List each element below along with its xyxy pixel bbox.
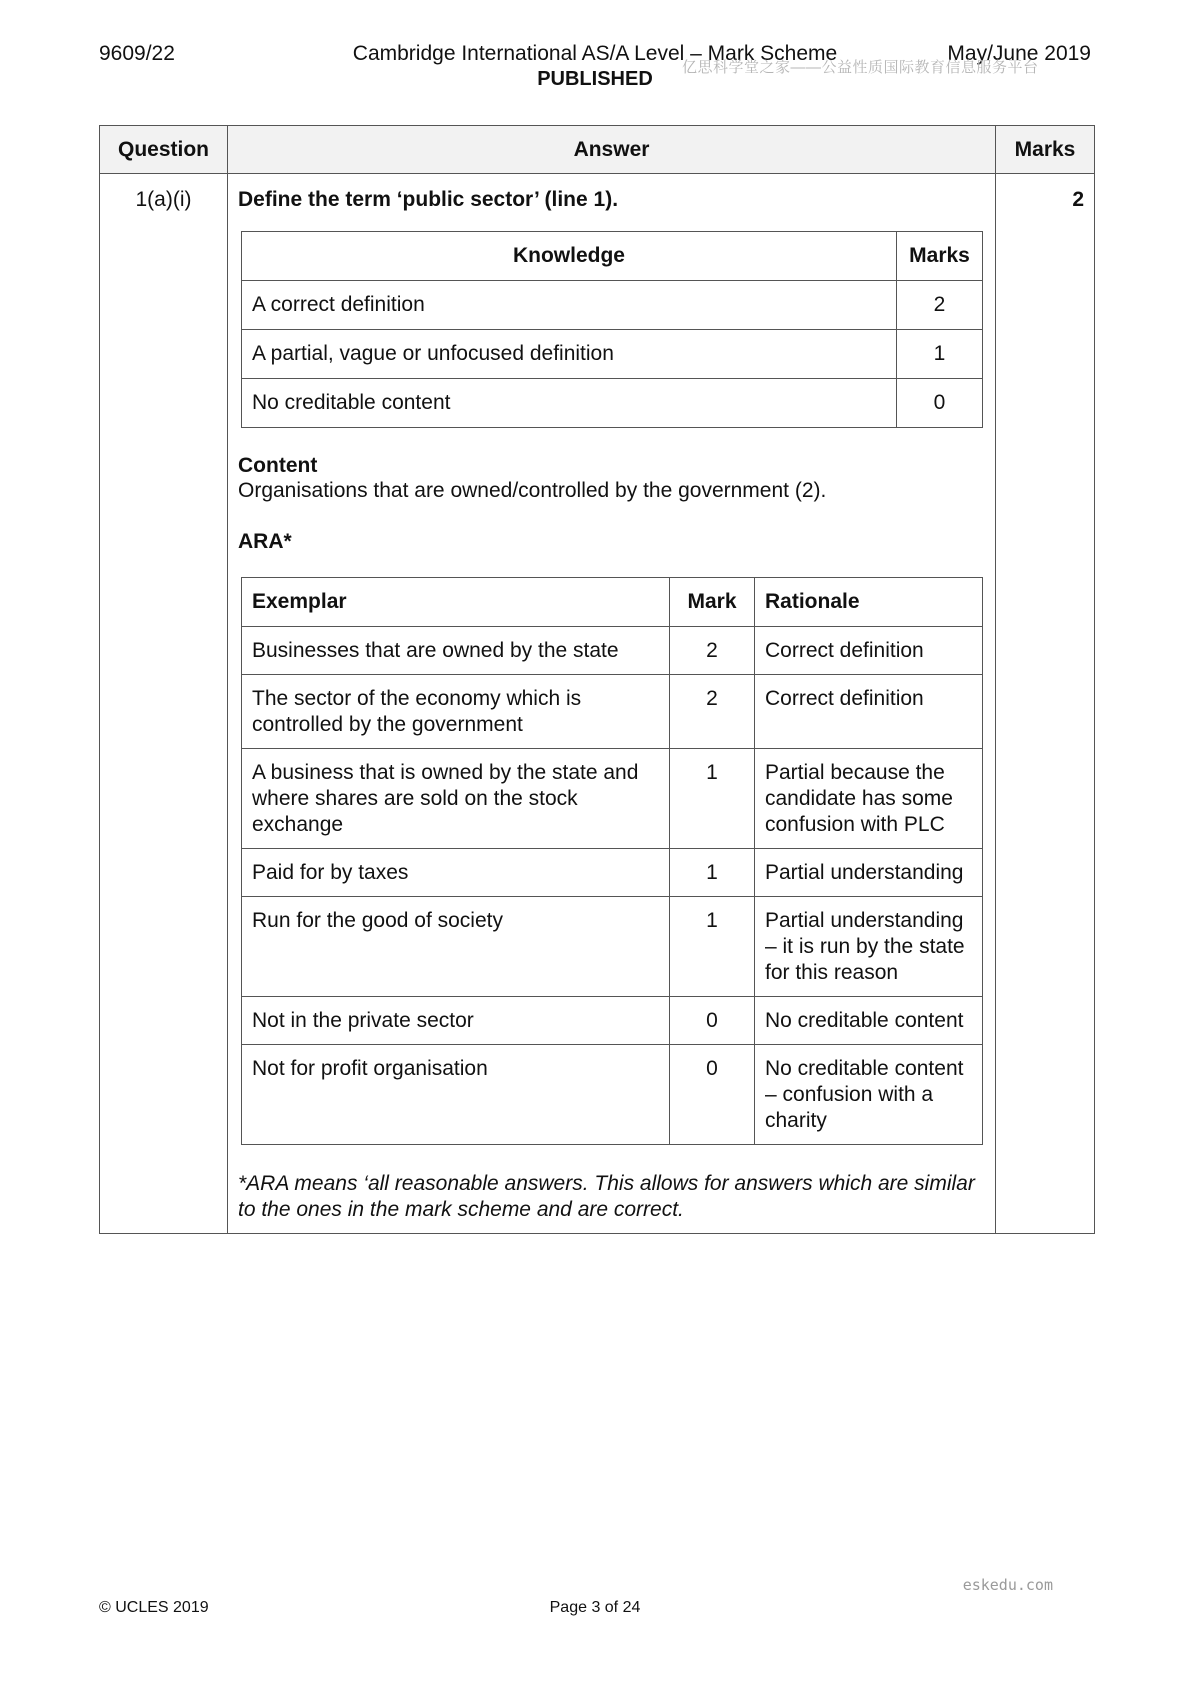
document-title: Cambridge International AS/A Level – Mark Scheme (352, 42, 838, 65)
exemplar-rationale: No creditable content – confusion with a charity (755, 1045, 983, 1145)
exemplar-answer: Businesses that are owned by the state (242, 627, 670, 675)
mark-header: Mark (670, 578, 755, 627)
table-row (242, 897, 983, 997)
question-number: 1(a)(i) (100, 174, 228, 1234)
exemplar-rationale: Correct definition (755, 627, 983, 675)
exemplar-mark: 1 (670, 897, 755, 997)
knowledge-descriptor: A correct definition (242, 281, 897, 330)
marks-column-header: Marks (996, 126, 1095, 174)
table-row (242, 997, 983, 1045)
knowledge-mark: 2 (897, 281, 983, 330)
exemplar-mark: 0 (670, 1045, 755, 1145)
ara-heading: ARA* (238, 530, 292, 553)
question-row (100, 174, 1095, 1234)
ara-footnote: *ARA means ‘all reasonable answers. This allows for answers which are similar to the ones in the mark scheme and are correct. (238, 1172, 975, 1221)
exemplar-rationale: Partial understanding (755, 849, 983, 897)
table-row (242, 379, 983, 428)
exemplar-answer: A business that is owned by the state and where shares are sold on the stock exchange (242, 749, 670, 849)
table-row (242, 1045, 983, 1145)
exemplar-answer: Paid for by taxes (242, 849, 670, 897)
table-row (242, 281, 983, 330)
exemplar-header: Exemplar (242, 578, 670, 627)
page-number: Page 3 of 24 (549, 1599, 641, 1616)
exemplar-answer: Run for the good of society (242, 897, 670, 997)
table-row (242, 849, 983, 897)
exemplar-rationale: No creditable content (755, 997, 983, 1045)
knowledge-mark: 1 (897, 330, 983, 379)
knowledge-table (241, 231, 983, 428)
table-row (242, 749, 983, 849)
exemplar-mark: 1 (670, 749, 755, 849)
table-row (242, 627, 983, 675)
copyright-notice: © UCLES 2019 (99, 1599, 209, 1616)
content-text: Organisations that are owned/controlled by the government (2). (238, 479, 827, 502)
knowledge-descriptor: A partial, vague or unfocused definition (242, 330, 897, 379)
knowledge-descriptor: No creditable content (242, 379, 897, 428)
exemplar-mark: 2 (670, 627, 755, 675)
exemplar-answer: Not for profit organisation (242, 1045, 670, 1145)
exemplar-header-row (242, 578, 983, 627)
knowledge-header-row (242, 232, 983, 281)
total-marks: 2 (996, 174, 1095, 1234)
knowledge-marks-header: Marks (897, 232, 983, 281)
table-row (242, 330, 983, 379)
exemplar-rationale: Correct definition (755, 675, 983, 749)
answer-cell (228, 174, 996, 1234)
published-label: PUBLISHED (537, 68, 653, 90)
mark-scheme-header-row (100, 126, 1095, 174)
content-heading: Content (238, 454, 318, 477)
paper-code: 9609/22 (99, 42, 175, 65)
question-text: Define the term ‘public sector’ (line 1). (238, 188, 619, 211)
question-column-header: Question (100, 126, 228, 174)
exemplar-mark: 2 (670, 675, 755, 749)
exemplar-answer: Not in the private sector (242, 997, 670, 1045)
exemplar-rationale: Partial because the candidate has some confusion with PLC (755, 749, 983, 849)
knowledge-mark: 0 (897, 379, 983, 428)
knowledge-header: Knowledge (242, 232, 897, 281)
site-watermark: eskedu.com (962, 1576, 1053, 1594)
exemplar-mark: 1 (670, 849, 755, 897)
watermark-text: 亿思科学堂之家——公益性质国际教育信息服务平台 (682, 59, 1039, 76)
answer-column-header: Answer (228, 126, 996, 174)
exemplar-answer: The sector of the economy which is controlled by the government (242, 675, 670, 749)
exemplar-rationale: Partial understanding – it is run by the state for this reason (755, 897, 983, 997)
table-row (242, 675, 983, 749)
rationale-header: Rationale (755, 578, 983, 627)
exemplar-mark: 0 (670, 997, 755, 1045)
exemplar-table (241, 577, 983, 1145)
mark-scheme-table (99, 125, 1095, 1234)
exam-session: May/June 2019 (947, 42, 1091, 65)
